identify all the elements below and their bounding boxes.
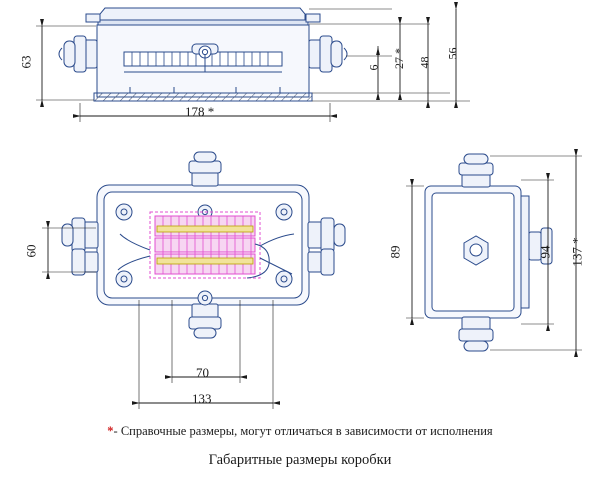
dim-label-178: 178 *: [185, 104, 215, 119]
view-top: [62, 152, 345, 338]
dim-label-27: 27 *: [392, 48, 406, 69]
dim-label-60: 60: [23, 244, 39, 258]
figure-title: Габаритные размеры коробки: [208, 452, 392, 468]
dim-label-94: 94: [537, 245, 553, 259]
dim-label-89: 89: [387, 245, 403, 259]
dim-label-56: 56: [445, 47, 460, 60]
dim-label-48: 48: [417, 56, 432, 69]
view-front: [59, 8, 347, 101]
footnote: [0, 424, 600, 439]
footnote-marker: *: [107, 424, 114, 438]
footnote-text: - Справочные размеры, могут отличаться в зависимости от исполнения: [113, 424, 493, 438]
view-side: [425, 154, 552, 351]
dim-label-70: 70: [196, 365, 209, 380]
dim-label-6: 6: [366, 64, 381, 71]
dim-label-137: 137 *: [569, 237, 585, 267]
dim-label-133: 133: [192, 391, 212, 406]
dim-label-63: 63: [18, 55, 34, 69]
